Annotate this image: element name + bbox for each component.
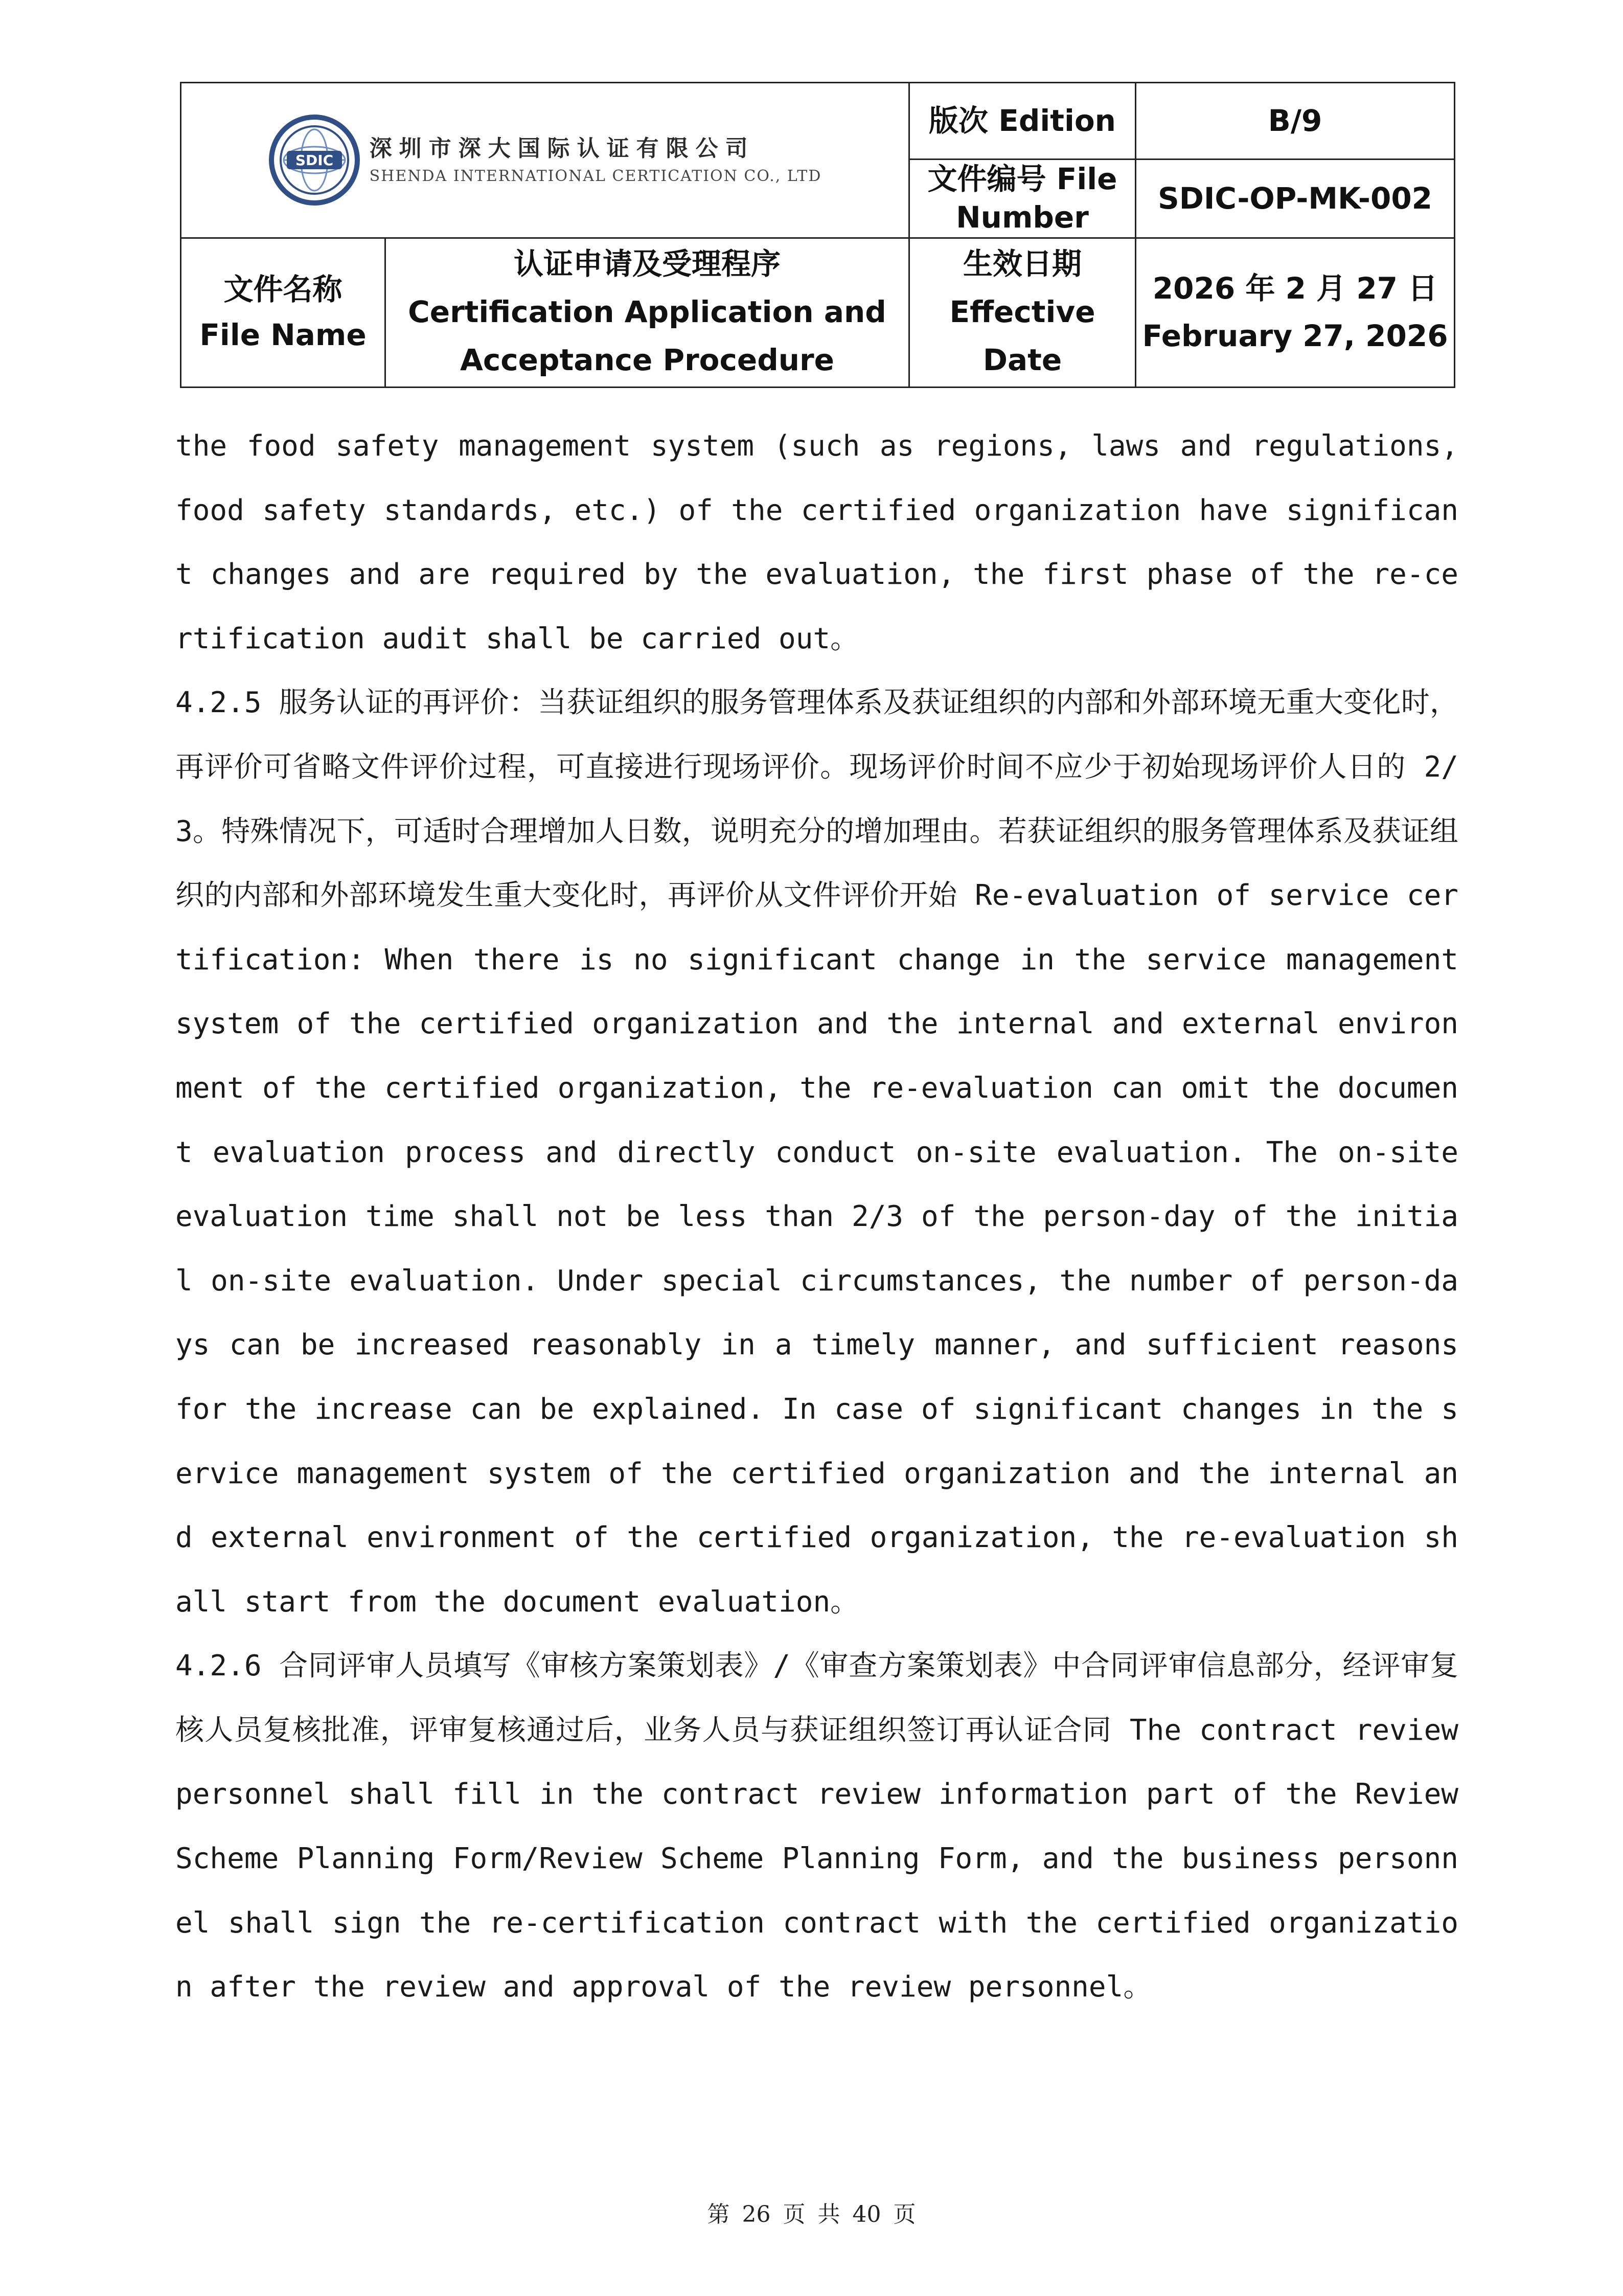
company-logo-icon [268,114,360,206]
file-name-value: 认证申请及受理程序 Certification Application and Acceptance Procedure [385,238,909,387]
document-header-table [180,82,1455,388]
edition-label: 版次 Edition [909,83,1136,160]
paragraph-4-2-5: 4.2.5 服务认证的再评价：当获证组织的服务管理体系及获证组织的内部和外部环境无重大变化时，再评价可省略文件评价过程，可直接进行现场评价。现场评价时间不应少于初始现场评价人日的 2/3。特殊情况下，可适时合理增加人日数，说明充分的增加理由。若获证组织的服务管理体系及获证组织的内部和外部环境发生重大变化时，再评价从文件评价开始 Re-evaluation of service certification: When there is no significant change in the service management system of the certified organization and the internal and external environment of the certified organization, the re-evaluation can omit the document evaluation process and directly conduct on-site evaluation. The on-site evaluation time shall not be less than 2/3 of the person-day of the initial on-site evaluation. Under special circumstances, the number of person-days can be increased reasonably in a timely manner, and sufficient reasons for the increase can be explained. In case of significant changes in the service management system of the certified organization and the internal and external environment of the certified organization, the re-evaluation shall start from the document evaluation。 [175,686,1458,1619]
paragraph-continuation: the food safety management system (such as regions, laws and regulations, food safety standards, etc.) of the certified organization have significant changes and are required by the evaluation, the first phase of the re-certification audit shall be carried out。 [175,429,1458,655]
effective-date-value: 2026 年 2 月 27 日 February 27, 2026 [1136,238,1455,387]
svg-text:SDIC: SDIC [295,152,333,169]
document-body [175,414,1458,2019]
paragraph-4-2-6: 4.2.6 合同评审人员填写《审核方案策划表》/《审查方案策划表》中合同评审信息部分，经评审复核人员复核批准，评审复核通过后，业务人员与获证组织签订再认证合同 The contract review personnel shall fill in the contract review information part of the Review Scheme Planning Form/Review Scheme Planning Form, and the business personnel shall sign the re-certification contract with the certified organization after the review and approval of the review personnel。 [175,1649,1458,2004]
company-logo-cell [181,83,909,238]
company-name-cn: 深圳市深大国际认证有限公司 [369,135,755,162]
page-number-footer: 第 26 页 共 40 页 [707,2201,916,2227]
file-number-value: SDIC-OP-MK-002 [1136,160,1455,238]
edition-value: B/9 [1136,83,1455,160]
file-name-label: 文件名称 File Name [181,238,385,387]
file-number-label: 文件编号 File Number [909,160,1136,238]
company-name-en: SHENDA INTERNATIONAL CERTICATION CO., LTD [369,167,822,186]
effective-date-label: 生效日期 Effective Date [909,238,1136,387]
